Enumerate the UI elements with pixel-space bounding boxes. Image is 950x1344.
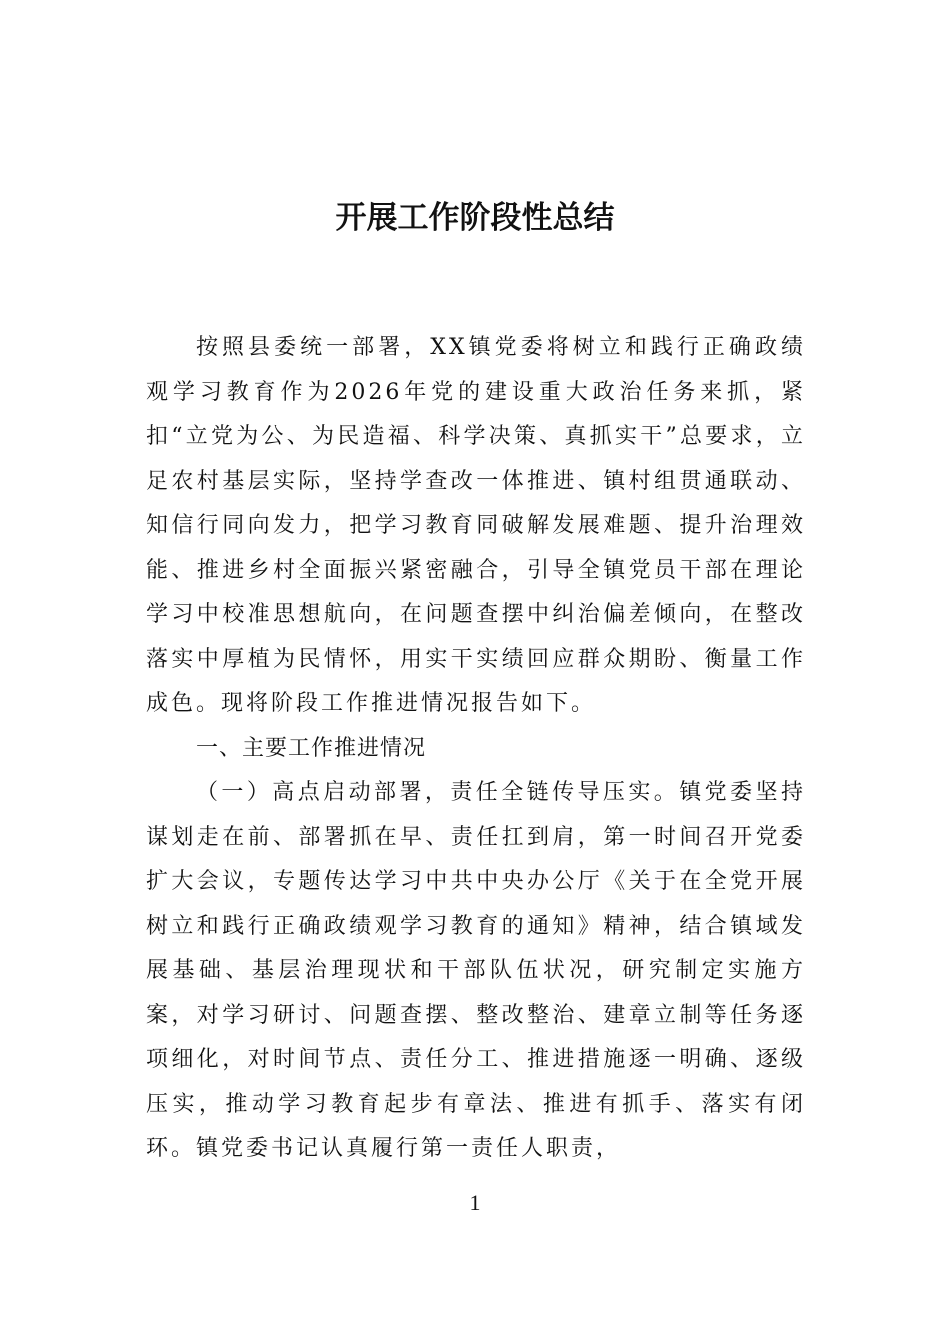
document-title: 开展工作阶段性总结: [335, 200, 615, 236]
intro-paragraph: 按照县委统一部署，XX镇党委将树立和践行正确政绩观学习教育作为2026年党的建设重大政治任务来抓，紧扣“立党为公、为民造福、科学决策、真抓实干”总要求，立足农村基层实际，坚持学查改一体推进、镇村组贯通联动、知信行同向发力，把学习教育同破解发展难题、提升治理效能、推进乡村全面振兴紧密融合，引导全镇党员干部在理论学习中校准思想航向，在问题查摆中纠治偏差倾向，在整改落实中厚植为民情怀，用实干实绩回应群众期盼、衡量工作成色。现将阶段工作推进情况报告如下。: [146, 335, 806, 716]
subsection-heading: （一）高点启动部署，责任全链传导压实。: [196, 780, 680, 805]
document-body: [146, 326, 806, 1172]
page-number: 1: [469, 1190, 481, 1215]
subsection-text: 镇党委坚持谋划走在前、部署抓在早、责任扛到肩，第一时间召开党委扩大会议，专题传达学习中共中央办公厅《关于在全党开展树立和践行正确政绩观学习教育的通知》精神，结合镇域发展基础、基层治理现状和干部队伍状况，研究制定实施方案，对学习研讨、问题查摆、整改整治、建章立制等任务逐项细化，对时间节点、责任分工、推进措施逐一明确、逐级压实，推动学习教育起步有章法、推进有抓手、落实有闭环。镇党委书记认真履行第一责任人职责，: [146, 780, 806, 1161]
section-heading: 一、主要工作推进情况: [196, 735, 427, 761]
subsection-paragraph: [146, 771, 806, 1172]
